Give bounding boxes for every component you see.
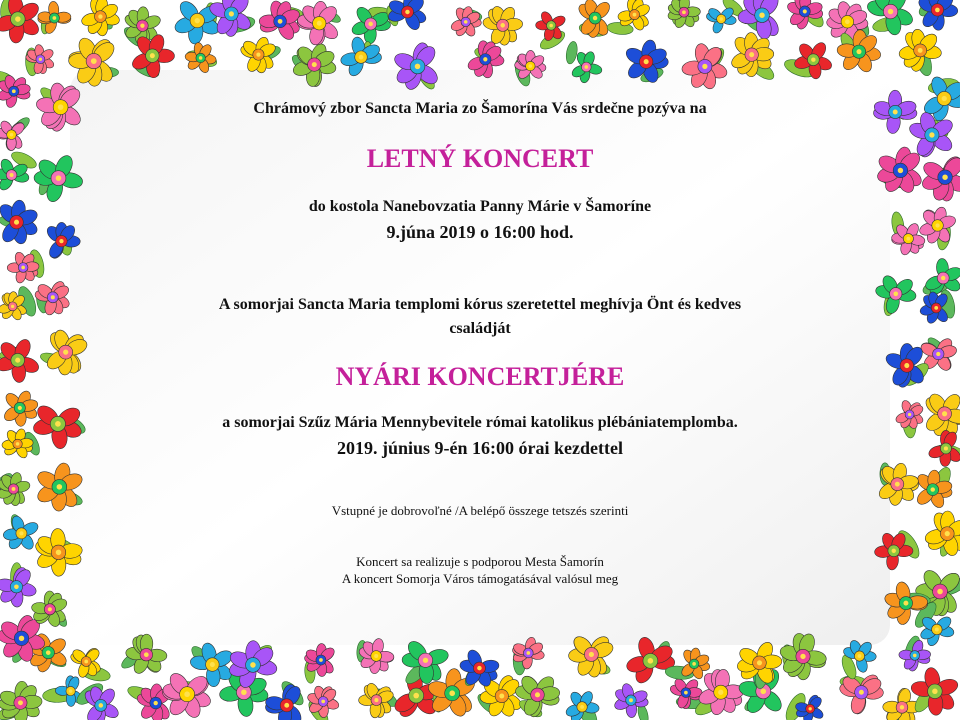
hu-venue: a somorjai Szűz Mária Mennybevitele római katolikus plébániatemplomba. bbox=[222, 414, 738, 431]
hu-intro-line1: A somorjai Sancta Maria templomi kórus szeretettel meghívja Önt és kedves bbox=[218, 296, 742, 313]
support-hu: A koncert Somorja Város támogatásával valósul meg bbox=[341, 571, 619, 586]
sk-intro: Chrámový zbor Sancta Maria zo Šamorína Vás srdečne pozýva na bbox=[253, 100, 707, 117]
sk-datetime: 9.júna 2019 o 16:00 hod. bbox=[386, 222, 574, 242]
entry-note: Vstupné je dobrovoľné /A belépő összege tetszés szerinti bbox=[331, 503, 629, 518]
sk-title: LETNÝ KONCERT bbox=[366, 144, 594, 173]
hu-datetime: 2019. június 9-én 16:00 órai kezdettel bbox=[337, 438, 623, 458]
sk-venue: do kostola Nanebovzatia Panny Márie v Šamoríne bbox=[308, 198, 652, 215]
support-sk: Koncert sa realizuje s podporou Mesta Šamorín bbox=[356, 554, 604, 569]
hu-title: NYÁRI KONCERTJÉRE bbox=[335, 362, 625, 391]
hu-intro-line2: családját bbox=[449, 320, 511, 337]
